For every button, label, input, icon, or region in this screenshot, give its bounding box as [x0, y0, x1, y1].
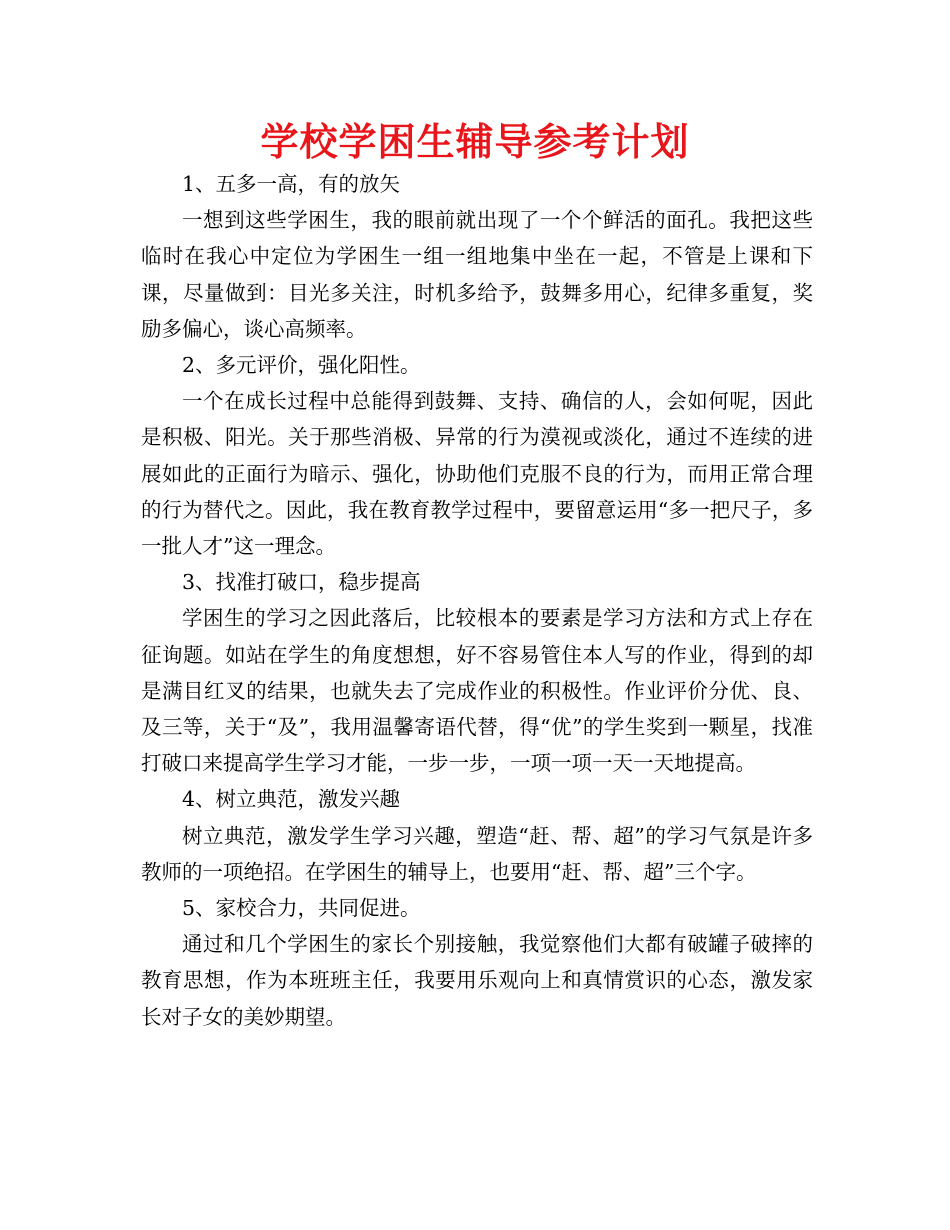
- paragraph-3: 学困生的学习之因此落后，比较根本的要素是学习方法和方式上存在征询题。如站在学生的角度想想，好不容易管住本人写的作业，得到的却是满目红叉的结果，也就失去了完成作业的积极性。作业评价分优、良、及三等，关于“及”，我用温馨寄语代替，得“优”的学生奖到一颗星，找准打破口来提高学生学习才能，一步一步，一项一项一天一天地提高。: [141, 606, 813, 776]
- paragraph-5: 通过和几个学困生的家长个别接触，我觉察他们大都有破罐子破摔的教育思想，作为本班班主任，我要用乐观向上和真情赏识的心态，激发家长对子女的美妙期望。: [141, 932, 813, 1029]
- heading-2: 2、多元评价，强化阳性。: [182, 353, 421, 378]
- heading-3: 3、找准打破口，稳步提高: [182, 570, 421, 595]
- paragraph-2: 一个在成长过程中总能得到鼓舞、支持、确信的人，会如何呢，因此是积极、阳光。关于那些消极、异常的行为漠视或淡化，通过不连续的进展如此的正面行为暗示、强化，协助他们克服不良的行为，而用正常合理的行为替代之。因此，我在教育教学过程中，要留意运用“多一把尺子，多一批人才”这一理念。: [141, 389, 813, 559]
- heading-1: 1、五多一高，有的放矢: [182, 172, 401, 196]
- heading-4: 4、树立典范，激发兴趣: [182, 787, 401, 812]
- paragraph-1: 一想到这些学困生，我的眼前就出现了一个个鲜活的面孔。我把这些临时在我心中定位为学困生一组一组地集中坐在一起，不管是上课和下课，尽量做到：目光多关注，时机多给予，鼓舞多用心，纪律多重复，奖励多偏心，谈心高频率。: [141, 208, 813, 341]
- paragraph-4: 树立典范，激发学生学习兴趣，塑造“赶、帮、超”的学习气氛是许多教师的一项绝招。在学困生的辅导上，也要用“赶、帮、超”三个字。: [141, 823, 813, 884]
- document-body: [141, 166, 813, 1035]
- document-title: 学校学困生辅导参考计划: [260, 120, 690, 164]
- heading-5: 5、家校合力，共同促进。: [182, 896, 421, 921]
